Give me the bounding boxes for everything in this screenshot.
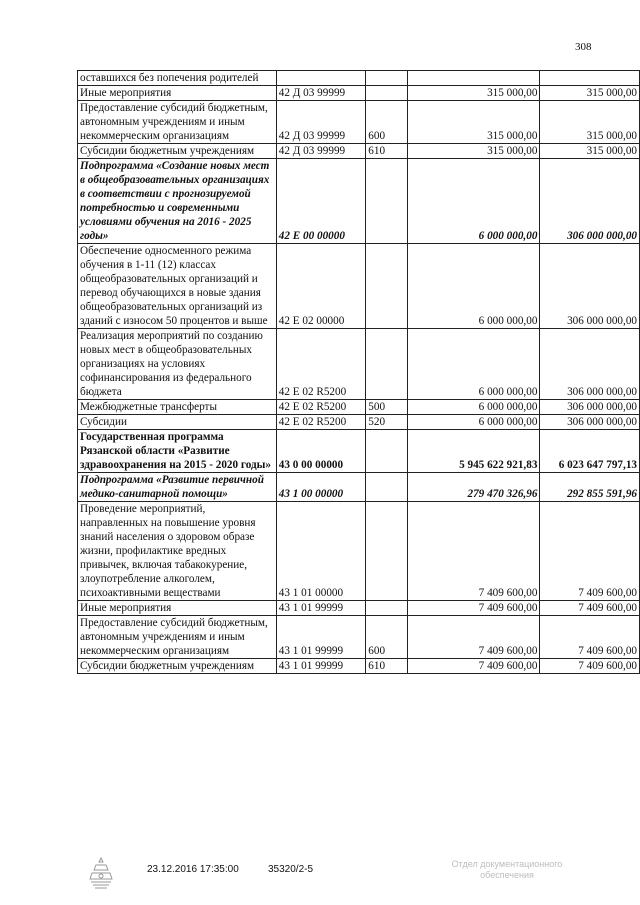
row-code: 43 1 00 00000 [276,473,366,502]
row-expense-type: 600 [366,616,407,659]
table-row [78,659,640,674]
row-name: Подпрограмма «Развитие первичной медико-санитарной помощи» [78,473,277,502]
table-body [78,71,640,674]
row-code: 42 Д 03 99999 [276,144,366,159]
row-sum-first-year: 6 000 000,00 [407,159,540,244]
row-sum-second-year: 7 409 600,00 [540,659,640,674]
row-code: 43 1 01 00000 [276,502,366,601]
row-sum-first-year: 7 409 600,00 [407,616,540,659]
row-name: оставшихся без попечения родителей [78,71,277,86]
row-code: 42 Е 00 00000 [276,159,366,244]
row-expense-type [366,473,407,502]
row-sum-second-year: 306 000 000,00 [540,415,640,430]
row-code: 43 0 00 00000 [276,430,366,473]
row-name: Реализация мероприятий по созданию новых мест в общеобразовательных организациях на условиях софинансирования из федерального бюджета [78,329,277,400]
row-name: Иные мероприятия [78,601,277,616]
table-row [78,86,640,101]
row-name: Межбюджетные трансферты [78,400,277,415]
row-name: Субсидии бюджетным учреждениям [78,144,277,159]
row-code: 42 Е 02 R5200 [276,400,366,415]
table-row [78,144,640,159]
table-row [78,415,640,430]
row-name: Проведение мероприятий, направленных на повышение уровня знаний населения о здоровом образе жизни, профилактике вредных привычек, включая табакокурение, злоупотребление алкоголем, психоактивными веществами [78,502,277,601]
table-row [78,329,640,400]
row-name: Обеспечение односменного режима обучения в 1-11 (12) классах общеобразовательных организаций и перевод обучающихся в новые здания общеобразовательных организаций из зданий с износом 50 процентов и выше [78,244,277,329]
table-row [78,400,640,415]
row-expense-type [366,329,407,400]
row-expense-type: 610 [366,659,407,674]
table-row [78,502,640,601]
row-code: 42 Д 03 99999 [276,86,366,101]
row-code: 42 Д 03 99999 [276,101,366,144]
row-expense-type: 610 [366,144,407,159]
row-name: Субсидии бюджетным учреждениям [78,659,277,674]
row-sum-first-year: 7 409 600,00 [407,601,540,616]
row-code: 43 1 01 99999 [276,616,366,659]
row-code: 42 Е 02 R5200 [276,415,366,430]
row-sum-first-year: 315 000,00 [407,86,540,101]
row-expense-type [366,159,407,244]
row-sum-first-year: 6 000 000,00 [407,244,540,329]
row-sum-second-year: 315 000,00 [540,101,640,144]
row-sum-first-year: 6 000 000,00 [407,329,540,400]
budget-table [77,70,640,674]
footer [0,859,640,892]
row-sum-first-year: 7 409 600,00 [407,502,540,601]
footer-stamp: Отдел документационного обеспечения [451,859,563,880]
row-expense-type [366,244,407,329]
row-name: Предоставление субсидий бюджетным, автономным учреждениям и иным некоммерческим организациям [78,101,277,144]
row-sum-second-year: 7 409 600,00 [540,616,640,659]
row-sum-second-year: 315 000,00 [540,86,640,101]
row-code: 42 Е 02 R5200 [276,329,366,400]
table-row [78,601,640,616]
row-name: Государственная программа Рязанской области «Развитие здравоохранения на 2015 - 2020 годы» [78,430,277,473]
row-code [276,71,366,86]
row-expense-type [366,71,407,86]
table-row [78,101,640,144]
row-code: 43 1 01 99999 [276,601,366,616]
row-code: 43 1 01 99999 [276,659,366,674]
row-sum-first-year: 5 945 622 921,83 [407,430,540,473]
row-expense-type [366,601,407,616]
row-name: Иные мероприятия [78,86,277,101]
table-row [78,473,640,502]
row-sum-first-year: 279 470 326,96 [407,473,540,502]
row-sum-first-year: 6 000 000,00 [407,415,540,430]
row-name: Подпрограмма «Создание новых мест в общеобразовательных организациях в соответствии с прогнозируемой потребностью и современными условиями обучения на 2016 - 2025 годы» [78,159,277,244]
table-row [78,430,640,473]
table-row [78,71,640,86]
row-sum-first-year: 315 000,00 [407,144,540,159]
row-sum-second-year: 7 409 600,00 [540,502,640,601]
row-sum-second-year: 7 409 600,00 [540,601,640,616]
row-sum-second-year [540,71,640,86]
footer-date: 23.12.2016 17:35:00 [147,864,239,875]
row-expense-type [366,502,407,601]
row-name: Субсидии [78,415,277,430]
row-expense-type: 520 [366,415,407,430]
page-number: 308 [575,41,592,53]
row-sum-first-year: 6 000 000,00 [407,400,540,415]
table-row [78,616,640,659]
row-expense-type [366,430,407,473]
row-sum-first-year: 315 000,00 [407,101,540,144]
row-expense-type [366,86,407,101]
row-expense-type: 600 [366,101,407,144]
row-expense-type: 500 [366,400,407,415]
row-sum-second-year: 315 000,00 [540,144,640,159]
row-sum-second-year: 306 000 000,00 [540,244,640,329]
row-sum-first-year: 7 409 600,00 [407,659,540,674]
row-sum-second-year: 306 000 000,00 [540,400,640,415]
row-name: Предоставление субсидий бюджетным, автономным учреждениям и иным некоммерческим организациям [78,616,277,659]
table-row [78,244,640,329]
row-sum-second-year: 306 000 000,00 [540,159,640,244]
footer-doc-number: 35320/2-5 [268,864,314,875]
table-row [78,159,640,244]
row-sum-second-year: 6 023 647 797,13 [540,430,640,473]
row-sum-first-year [407,71,540,86]
row-sum-second-year: 306 000 000,00 [540,329,640,400]
coat-of-arms-icon [88,856,114,890]
row-sum-second-year: 292 855 591,96 [540,473,640,502]
row-code: 42 Е 02 00000 [276,244,366,329]
